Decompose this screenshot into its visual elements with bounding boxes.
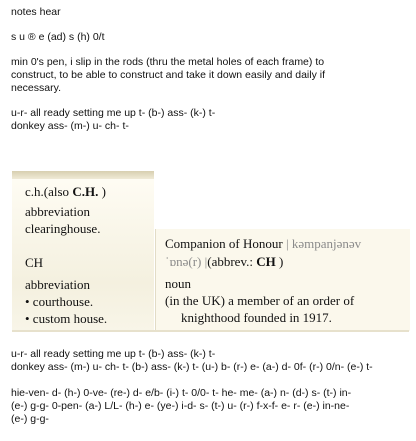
headword-paren: ) <box>98 184 106 199</box>
notes-line: donkey ass- (m-) u- ch- t- <box>11 120 129 132</box>
notes-line: u-r- all ready setting me up t- (b-) ass- (k-) t- <box>11 107 216 119</box>
headword-paren: (also <box>43 184 73 199</box>
notes-line: u-r- all ready setting me up t- (b-) ass- (k-) t- <box>11 348 216 360</box>
definition: knighthood founded in 1917. <box>181 310 332 325</box>
part-of-speech: noun <box>165 276 191 291</box>
part-of-speech: abbreviation <box>25 204 90 219</box>
headword-text: c.h. <box>25 184 44 199</box>
definition: (in the UK) a member of an order of <box>165 293 355 308</box>
notes-paragraph-line: min 0's pen, i slip in the rods (thru the metal holes of each frame) to <box>11 56 325 68</box>
notes-line: (e-) g-g- <box>11 413 49 425</box>
dictionary-popup-right <box>155 229 410 331</box>
notes-heading: notes hear <box>11 6 61 18</box>
popup-header-bar <box>12 171 154 179</box>
headword-text: Companion of Honour <box>165 236 283 251</box>
popup-divider <box>12 330 409 332</box>
notes-text[interactable] <box>11 6 407 133</box>
part-of-speech: abbreviation <box>25 277 90 292</box>
notes-paragraph-line: necessary. <box>11 82 61 94</box>
notes-paragraph-line: construct, to be able to construct and take it down easily and daily if <box>11 69 326 81</box>
headword-variant: C.H. <box>72 184 99 199</box>
pronunciation: ˈɒnə(r) | <box>165 254 208 269</box>
pronunciation: | kəmpanjənəv <box>282 236 362 251</box>
notes-line: hie-ven- d- (h-) 0-ve- (re-) d- e/b- (i-) t- 0/0- t- he- me- (a-) n- (d-) s- (t-) in- <box>11 387 352 399</box>
notes-line: (e-) g-g- 0-pen- (a-) L/L- (h-) e- (ye-) i-d- s- (t-) u- (r-) f-x-f- e- r- (e-) in-ne- <box>11 400 350 412</box>
dictionary-popup-left <box>12 171 154 331</box>
dictionary-headword: CH <box>25 255 44 270</box>
dictionary-headword <box>165 235 361 252</box>
notes-line: donkey ass- (m-) u- ch- t- (b-) ass- (k-) t- (u-) b- (r-) e- (a-) d- 0f- (r-) 0/n- (e-) t- <box>11 361 373 373</box>
abbrev-value: CH <box>256 254 276 269</box>
definition-bullet: • courthouse. <box>25 294 94 309</box>
definition-bullet: • custom house. <box>25 311 108 326</box>
notes-text-lower[interactable] <box>11 348 407 426</box>
dictionary-headword <box>25 183 106 200</box>
definition: clearinghouse. <box>25 221 101 236</box>
notes-code: s u ® e (ad) s (h) 0/t <box>11 31 105 43</box>
abbrev-label: (abbrev.: <box>207 254 257 269</box>
pronunciation-line <box>165 253 283 270</box>
abbrev-paren: ) <box>275 254 284 269</box>
